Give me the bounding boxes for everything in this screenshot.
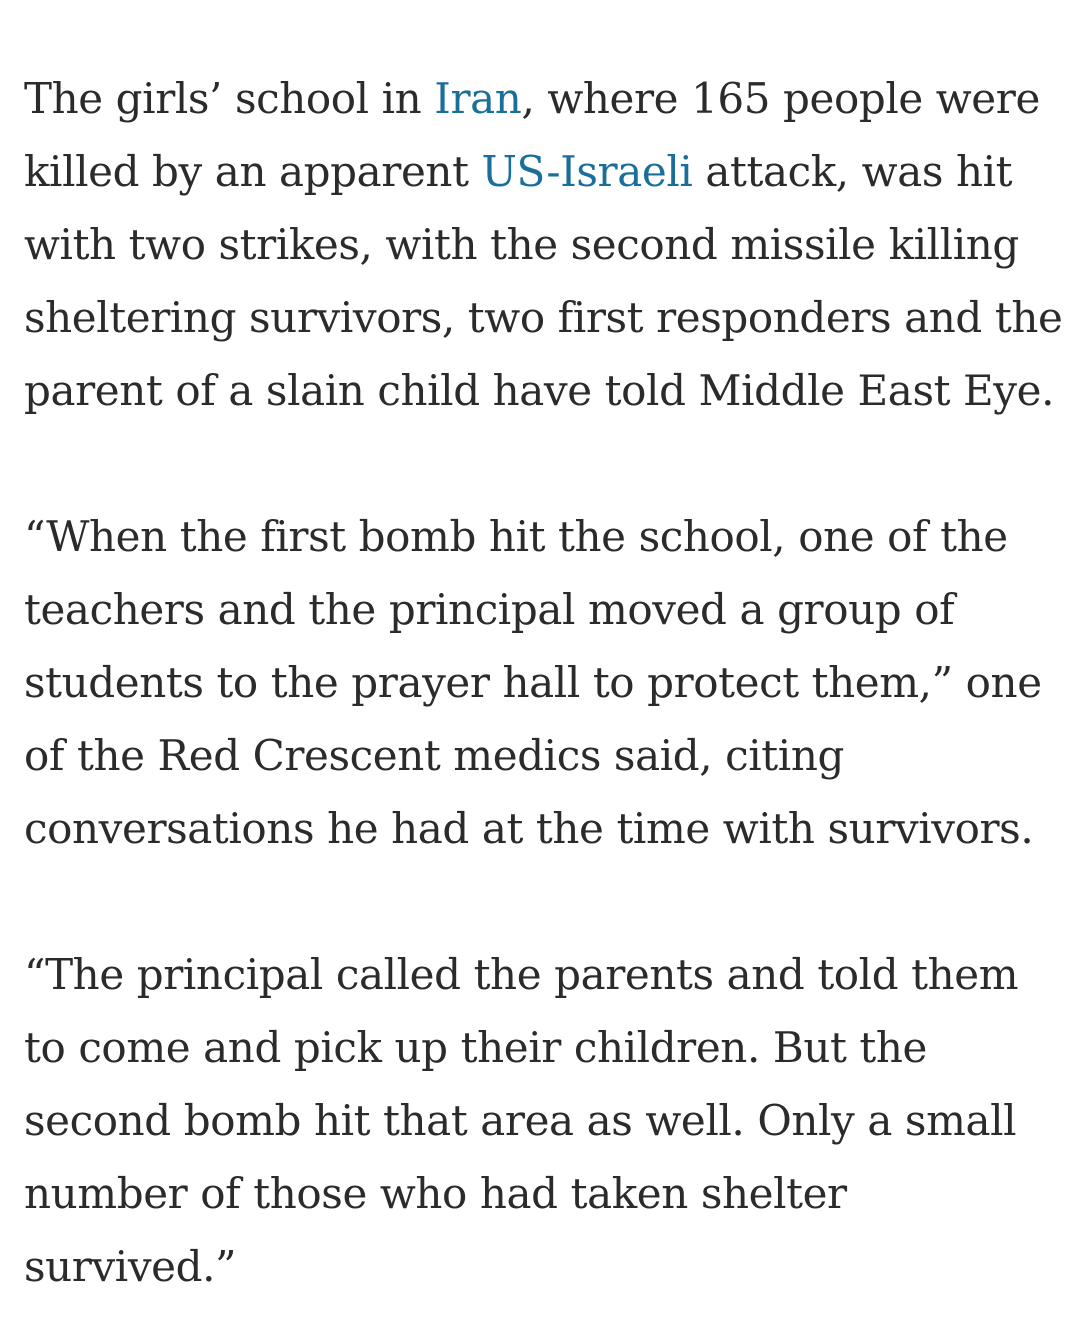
paragraph-1-text-middle: , where 165 people were killed by an apparent <box>24 74 1040 196</box>
paragraph-2: “When the first bomb hit the school, one of the teachers and the principal moved a group of students to the prayer hall to protect them,” one of the Red Crescent medics said, citing conversations he had at the time with survivors. <box>24 512 1042 853</box>
article-body <box>24 62 1064 1303</box>
link-iran[interactable]: Iran <box>434 74 522 123</box>
paragraph-1 <box>24 62 1064 427</box>
link-us-israeli[interactable]: US-Israeli <box>481 147 693 196</box>
paragraph-1-text-end: attack, was hit with two strikes, with the second missile killing sheltering survivors, two first responders and the parent of a slain child have told Middle East Eye. <box>24 147 1063 415</box>
paragraph-3: “The principal called the parents and told them to come and pick up their children. But the second bomb hit that area as well. Only a small number of those who had taken shelter survived.” <box>24 950 1019 1291</box>
paragraph-1-text-start: The girls’ school in <box>24 74 435 123</box>
